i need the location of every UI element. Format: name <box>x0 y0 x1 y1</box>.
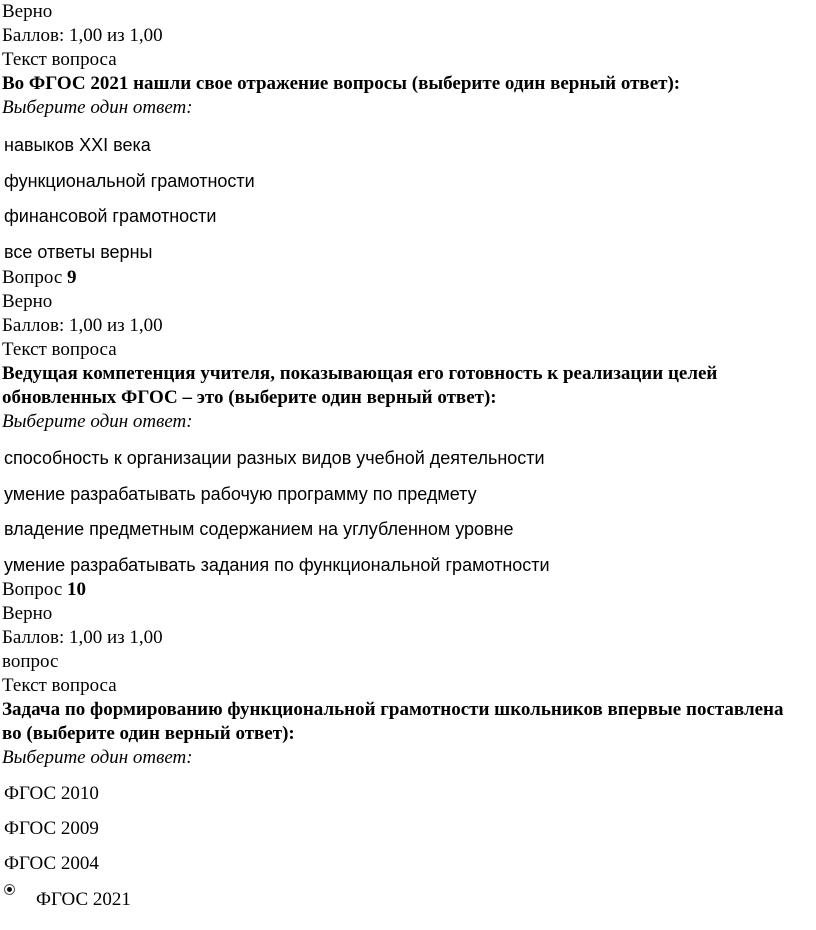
q10-flag[interactable]: вопрос <box>2 651 59 672</box>
q9-state: Верно <box>2 291 53 312</box>
q10-state: Верно <box>2 603 53 624</box>
q10-label: Вопрос <box>2 579 63 600</box>
q9-label: Вопрос <box>2 267 63 288</box>
q10-option-4[interactable]: ФГОС 2021 <box>36 889 131 910</box>
q10-question-text: Задача по формированию функциональной грамотности школьников впервые поставлена во (выберите один верный ответ): <box>2 699 784 744</box>
q8-prompt: Выберите один ответ: <box>2 97 193 118</box>
q8-question-text: Во ФГОС 2021 нашли свое отражение вопросы (выберите один верный ответ): <box>2 73 681 94</box>
q9-option-4[interactable]: умение разрабатывать задания по функциональной грамотности <box>4 555 550 575</box>
q10-option-4-radio-selected[interactable] <box>4 884 15 895</box>
q9-question-text: Ведущая компетенция учителя, показывающая его готовность к реализации целей обновленных ФГОС – это (выберите один верный ответ): <box>2 363 718 408</box>
q10-option-2[interactable]: ФГОС 2009 <box>4 818 99 839</box>
q10-text-label: Текст вопроса <box>2 675 117 696</box>
q10-header <box>2 578 86 602</box>
q8-option-2[interactable]: функциональной грамотности <box>4 171 255 191</box>
q10-option-1[interactable]: ФГОС 2010 <box>4 783 99 804</box>
q9-text-label: Текст вопроса <box>2 339 117 360</box>
q10-prompt: Выберите один ответ: <box>2 747 193 768</box>
q9-number: 9 <box>67 267 77 288</box>
q10-number: 10 <box>67 579 86 600</box>
q9-option-3[interactable]: владение предметным содержанием на углубленном уровне <box>4 519 514 539</box>
q8-text-label: Текст вопроса <box>2 49 117 70</box>
q9-grade: Баллов: 1,00 из 1,00 <box>2 315 163 336</box>
q8-state: Верно <box>2 1 53 22</box>
q9-option-2[interactable]: умение разрабатывать рабочую программу по предмету <box>4 484 477 504</box>
q10-grade: Баллов: 1,00 из 1,00 <box>2 627 163 648</box>
q8-grade: Баллов: 1,00 из 1,00 <box>2 25 163 46</box>
q9-header <box>2 266 77 290</box>
q9-prompt: Выберите один ответ: <box>2 411 193 432</box>
q9-option-1[interactable]: способность к организации разных видов учебной деятельности <box>4 448 545 468</box>
q8-option-3[interactable]: финансовой грамотности <box>4 206 217 226</box>
q8-option-4[interactable]: все ответы верны <box>4 242 153 262</box>
q10-option-3[interactable]: ФГОС 2004 <box>4 853 99 874</box>
q8-option-1[interactable]: навыков XXI века <box>4 135 151 155</box>
